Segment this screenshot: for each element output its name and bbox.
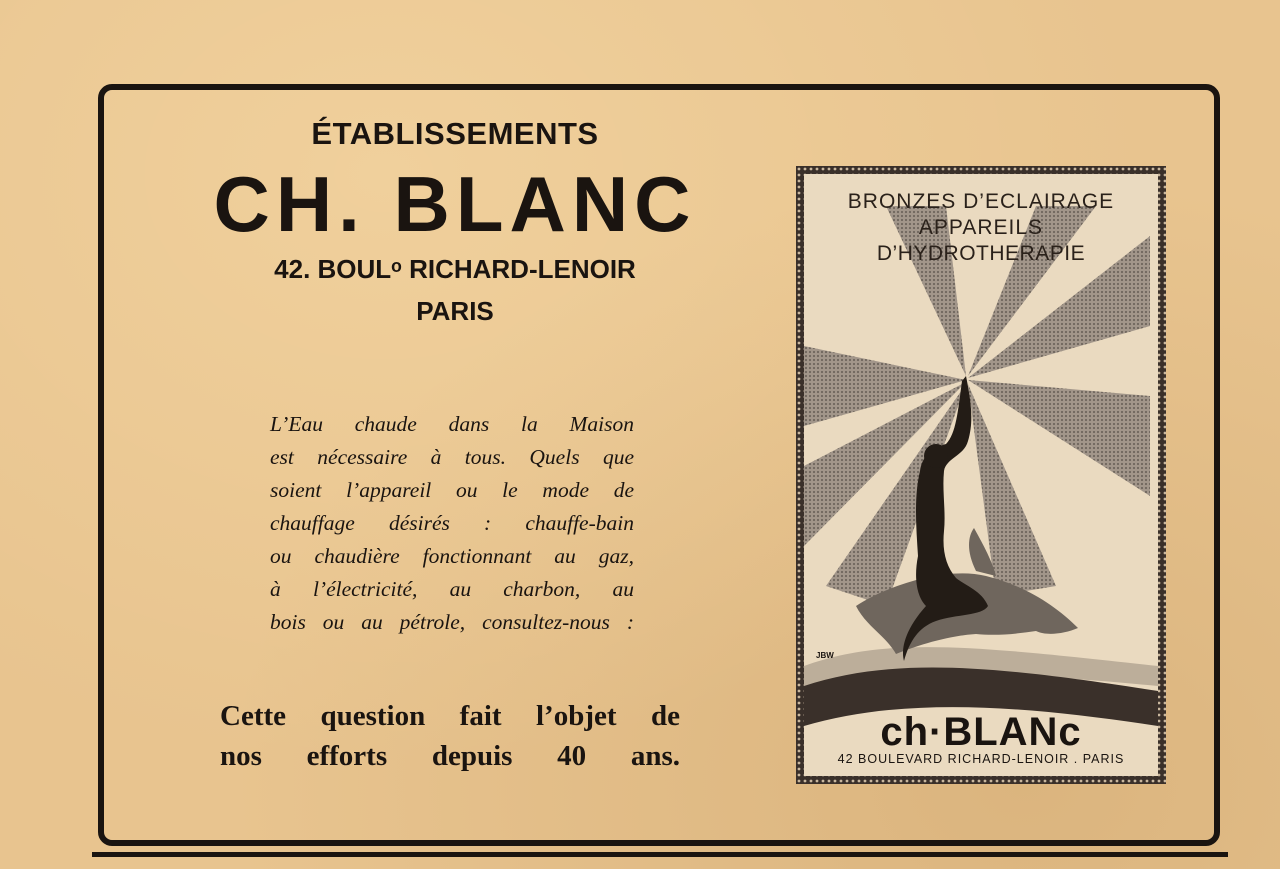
body-line: soient l’appareil ou le mode de bbox=[270, 478, 634, 502]
poster-brand-logo: ch·BLANc bbox=[880, 710, 1082, 754]
company-city: PARIS bbox=[416, 296, 494, 326]
body-line: L’Eau chaude dans la Maison bbox=[270, 412, 634, 436]
poster-line-bronzes: BRONZES D’ECLAIRAGE bbox=[847, 190, 1115, 213]
body-line: chauffage désirés : chauffe-bain bbox=[270, 511, 634, 535]
bottom-rule bbox=[92, 852, 1228, 857]
figure-head bbox=[924, 444, 948, 468]
body-paragraph bbox=[270, 408, 634, 639]
artist-signature: JBW bbox=[816, 651, 834, 660]
body-line: est nécessaire à tous. Quels que bbox=[270, 445, 634, 469]
body-line: à l’électricité, au charbon, au bbox=[270, 577, 634, 601]
tagline-line: nos efforts depuis 40 ans. bbox=[220, 740, 680, 772]
company-name: CH. BLANC bbox=[213, 160, 697, 248]
poster-address: 42 BOULEVARD RICHARD-LENOIR . PARIS bbox=[837, 752, 1125, 766]
establishments-heading: ÉTABLISSEMENTS bbox=[311, 116, 599, 151]
tagline bbox=[220, 696, 680, 776]
body-line: ou chaudière fonctionnant au gaz, bbox=[270, 544, 634, 568]
company-address: 42. BOULᵒ RICHARD-LENOIR bbox=[274, 254, 636, 284]
tagline-line: Cette question fait l’objet de bbox=[220, 700, 680, 732]
poster-line-appareils: APPAREILS bbox=[918, 216, 1044, 239]
poster-line-hydrotherapie: D’HYDROTHERAPIE bbox=[876, 242, 1086, 265]
body-line: bois ou au pétrole, consultez-nous : bbox=[270, 610, 634, 634]
